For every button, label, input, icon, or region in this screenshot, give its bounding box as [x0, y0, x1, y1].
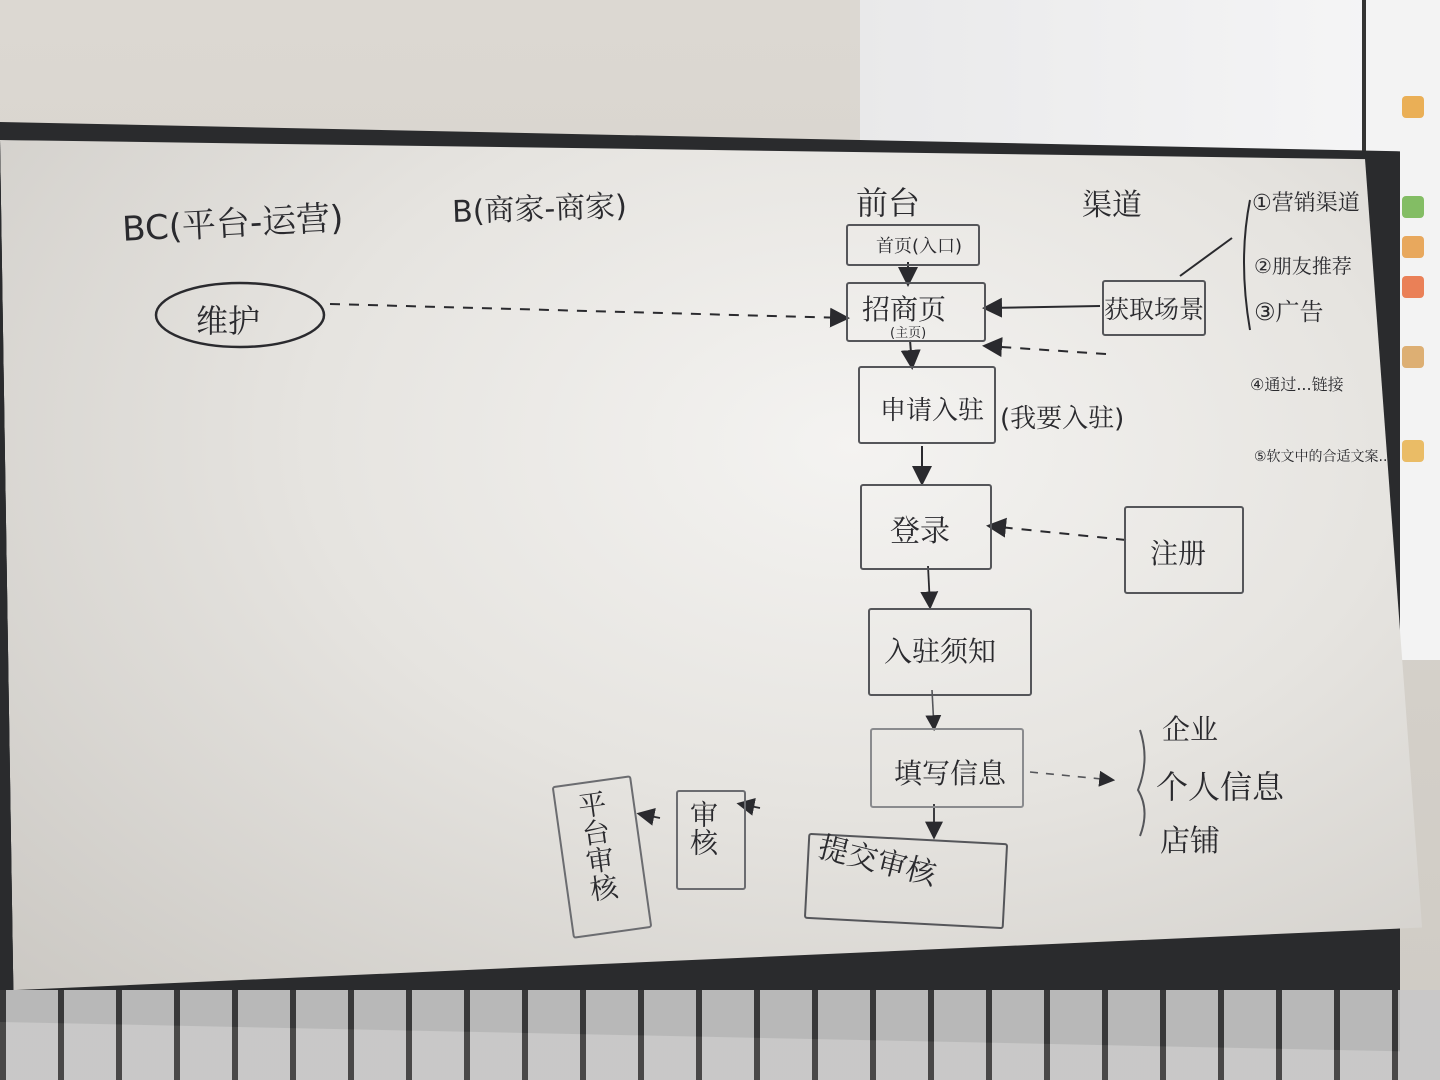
review-label: 审核: [686, 800, 719, 856]
dashed-register-login: [990, 526, 1126, 540]
info-type-store: 店铺: [1160, 824, 1220, 859]
channel-item-2: ②朋友推荐: [1254, 254, 1352, 278]
register-label: 注册: [1150, 537, 1207, 570]
maintain-label: 维护: [196, 302, 261, 340]
b-merchant-label: B(商家-商家): [451, 188, 628, 231]
info-type-personal: 个人信息: [1156, 768, 1285, 806]
invest-label: 招商页: [862, 293, 947, 326]
home-entry-label: 首页(入口): [876, 236, 963, 257]
arrow-invest-apply: [910, 340, 912, 366]
channels-label: 渠道: [1082, 188, 1142, 223]
invest-sub-label: (主页): [890, 326, 927, 341]
bc-platform-label: BC(平台-运营): [121, 198, 345, 250]
frontend-label: 前台: [856, 184, 921, 222]
arrow-fill-info: [1030, 772, 1112, 780]
arrow-scene-channels: [1180, 238, 1232, 276]
arrow-platform-left: [640, 814, 660, 818]
fill-info-label: 填写信息: [894, 757, 1007, 790]
brace-right: [1138, 730, 1145, 836]
brace-channels: [1244, 200, 1250, 330]
dashed-maintain-arrow: [330, 304, 846, 318]
platform-review-label: 平台审核: [572, 788, 621, 904]
get-scene-label: 获取场景: [1104, 295, 1205, 324]
channel-item-3: ③广告: [1254, 298, 1324, 326]
apply-note-label: (我要入驻): [1000, 404, 1125, 434]
channel-item-4: ④通过...链接: [1250, 375, 1344, 394]
channel-item-5: ⑤软文中的合适文案...: [1254, 449, 1392, 465]
info-type-enterprise: 企业: [1162, 713, 1219, 746]
arrow-scene-invest: [986, 306, 1100, 308]
submit-review-label: 提交审核: [814, 829, 940, 893]
apply-label: 申请入驻: [880, 396, 985, 426]
channel-item-1: ①营销渠道: [1252, 191, 1360, 216]
notice-label: 入驻须知: [884, 635, 997, 668]
arrow-login-notice: [928, 566, 930, 606]
dashed-return-arrow: [986, 346, 1106, 354]
login-label: 登录: [890, 514, 950, 549]
